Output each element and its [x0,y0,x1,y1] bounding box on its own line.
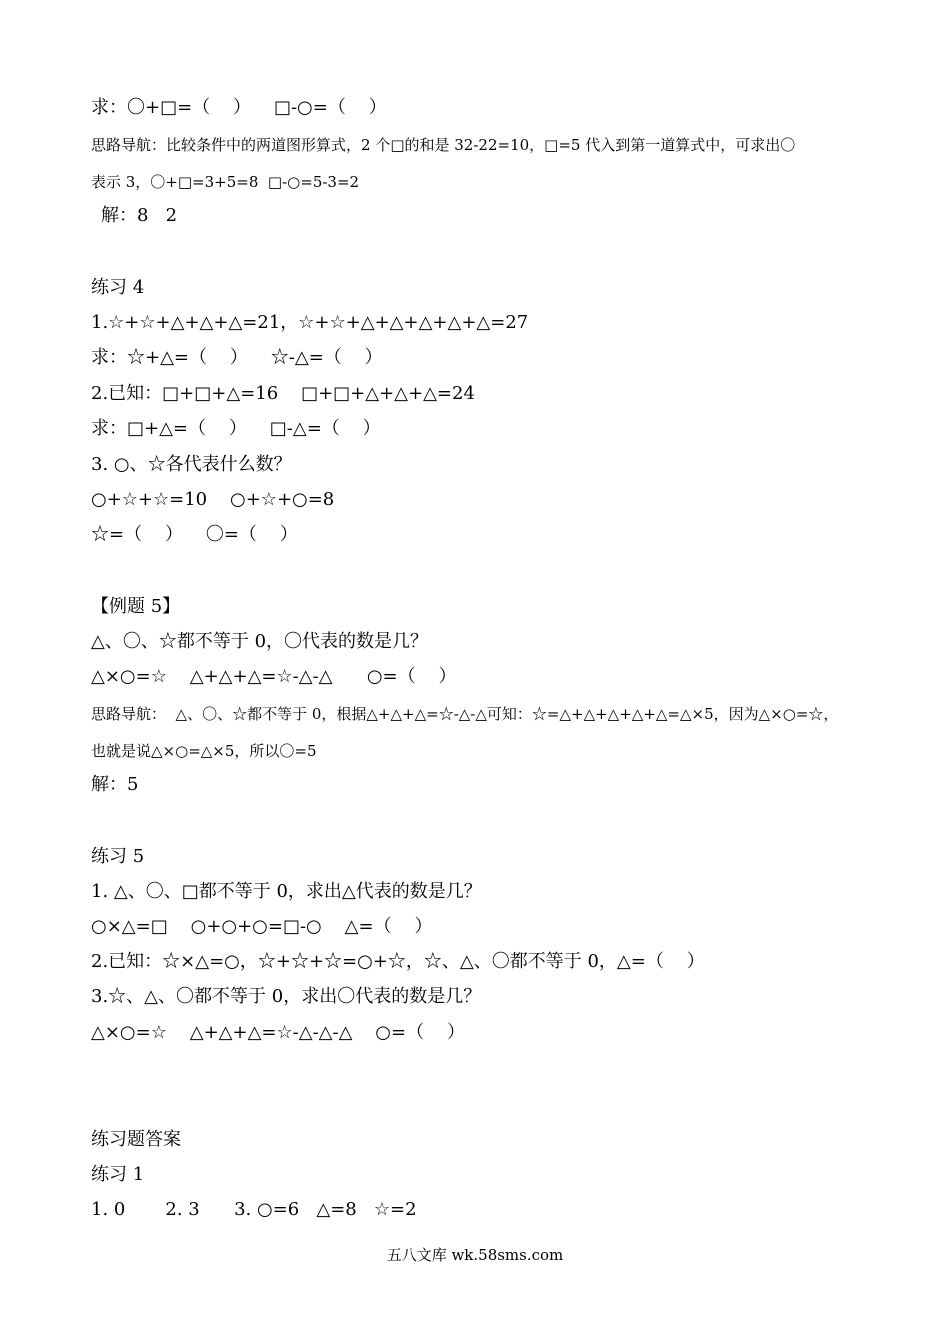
section-title: 练习 5 [91,846,145,867]
section-subtitle: 练习 1 [91,1164,145,1185]
hint-line: 思路导航：比较条件中的两道图形算式，2 个□的和是 32-22=10，□=5 代入到第一道算式中，可求出〇 [91,136,796,154]
hint-line: 思路导航： △、〇、☆都不等于 0，根据△+△+△=☆-△-△可知：☆=△+△+△+△+△=△×5，因为△×○=☆， [91,705,839,723]
question-equation: ○×△=□ ○+○+○=□-○ △=（ ） [91,916,433,937]
question-ask: ☆=（ ） 〇=（ ） [91,524,298,545]
question-line: 3.☆、△、〇都不等于 0，求出〇代表的数是几？ [91,986,482,1007]
footer-watermark: 五八文库 wk.58sms.com [386,1246,564,1264]
question-equation: △×○=☆ △+△+△=☆-△-△ ○=（ ） [91,666,457,687]
question-line: △、〇、☆都不等于 0，〇代表的数是几？ [91,631,429,652]
hint-line: 表示 3，〇+□=3+5=8 □-○=5-3=2 [91,173,360,191]
question-ask: 求：☆+△=（ ） ☆-△=（ ） [91,347,383,368]
question-line: 3. ○、☆各代表什么数？ [91,454,292,475]
section-title: 练习 4 [91,277,145,298]
answer-line: 1. 0 2. 3 3. ○=6 △=8 ☆=2 [91,1199,417,1220]
question-equation: △×○=☆ △+△+△=☆-△-△-△ ○=（ ） [91,1022,465,1043]
question-ask: 求：□+△=（ ） □-△=（ ） [91,418,381,439]
section-title: 练习题答案 [91,1129,181,1150]
section-title: 【例题 5】 [91,596,181,617]
answer-line: 解：5 [91,774,139,795]
question-line: 1.☆+☆+△+△+△=21，☆+☆+△+△+△+△+△=27 [91,312,529,333]
ask-line: 求：〇+□=（ ） □-○=（ ） [91,97,387,118]
question-line: 2.已知：☆×△=○，☆+☆+☆=○+☆，☆、△、〇都不等于 0，△=（ ） [91,951,705,972]
question-line: 1. △、〇、□都不等于 0，求出△代表的数是几？ [91,881,482,902]
hint-line: 也就是说△×○=△×5，所以〇=5 [91,742,317,760]
answer-line: 解：8 2 [101,205,178,226]
question-line: 2.已知：□+□+△=16 □+□+△+△+△=24 [91,383,475,404]
question-equation: ○+☆+☆=10 ○+☆+○=8 [91,489,335,510]
